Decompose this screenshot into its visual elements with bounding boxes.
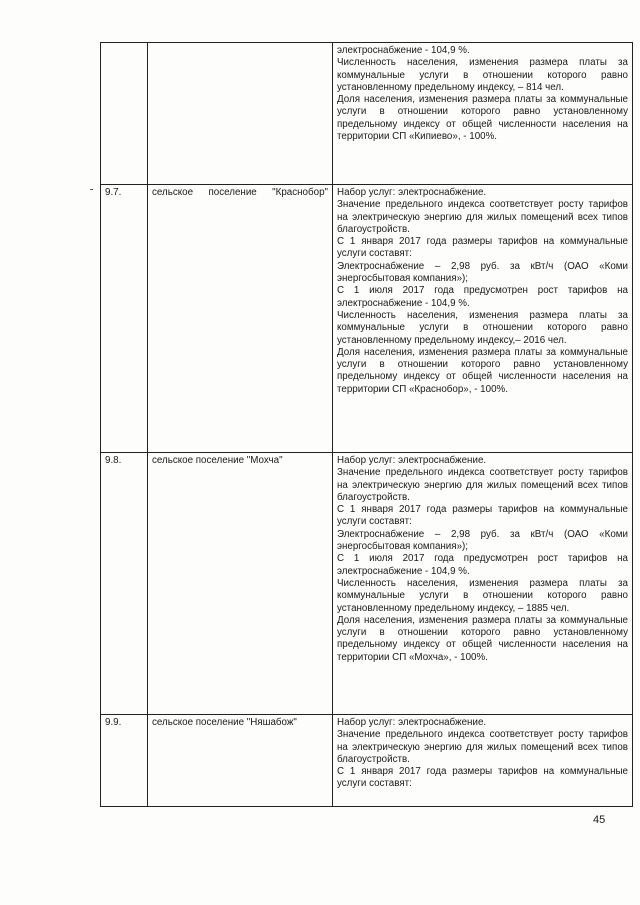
settlement-name: сельское поселение "Мохча": [152, 455, 283, 466]
row-number-cell: 9.9.: [101, 715, 148, 807]
paragraph: С 1 января 2017 года размеры тарифов на коммунальные услуги составят:: [337, 236, 628, 260]
settlement-name-cell: [148, 43, 333, 185]
description-cell: [333, 715, 633, 807]
paragraph: Набор услуг: электроснабжение.: [337, 187, 487, 198]
paragraph: Набор услуг: электроснабжение.: [337, 455, 487, 466]
settlement-name: сельское поселение "Краснобор": [152, 187, 328, 198]
paragraph: Электроснабжение – 2,98 руб. за кВт/ч (ОАО «Коми энергосбытовая компания»);: [337, 260, 628, 285]
description-cell: [333, 185, 633, 453]
paragraph: Численность населения, изменения размера платы за коммунальные услуги в отношении которого равно установленному предельному индексу, – 1885 чел.: [337, 577, 628, 614]
settlement-name-cell: [148, 715, 333, 807]
paragraph: электроснабжение - 104,9 %.: [337, 45, 470, 56]
paragraph: Значение предельного индекса соответствует росту тарифов на электрическую энергию для жилых помещений всех типов благоустройств.: [337, 199, 628, 235]
paragraph: Значение предельного индекса соответствует росту тарифов на электрическую энергию для жилых помещений всех типов благоустройств.: [337, 729, 628, 765]
paragraph: Доля населения, изменения размера платы за коммунальные услуги в отношении которого равно установленному предельному индексу от общей численности населения на территории СП «Кипиево», - 100%.: [337, 94, 628, 143]
paragraph: Набор услуг: электроснабжение.: [337, 717, 487, 728]
table-row: [101, 185, 633, 453]
paragraph: С 1 июля 2017 года предусмотрен рост тарифов на электроснабжение - 104,9 %.: [337, 553, 628, 577]
description-cell: [333, 453, 633, 715]
row-number-cell: 9.7.: [101, 185, 148, 453]
table-row: [101, 453, 633, 715]
settlement-name-cell: [148, 185, 333, 453]
page-number: 45: [593, 814, 606, 826]
settlement-name-cell: [148, 453, 333, 715]
table-row: [101, 43, 633, 185]
row-number-cell: [101, 43, 148, 185]
paragraph: Электроснабжение – 2,98 руб. за кВт/ч (ОАО «Коми энергосбытовая компания»);: [337, 528, 628, 553]
description-cell: [333, 43, 633, 185]
paragraph: Численность населения, изменения размера платы за коммунальные услуги в отношении которого равно установленному предельному индексу, – 814 чел.: [337, 57, 628, 93]
row-number-cell: 9.8.: [101, 453, 148, 715]
paragraph: Доля населения, изменения размера платы за коммунальные услуги в отношении которого равно установленному предельному индексу от общей численности населения на территории СП «Мохча», - 100%.: [337, 614, 628, 663]
paragraph: С 1 июля 2017 года предусмотрен рост тарифов на электроснабжение - 104,9 %.: [337, 285, 628, 309]
paragraph: С 1 января 2017 года размеры тарифов на коммунальные услуги составят:: [337, 766, 628, 790]
paragraph: С 1 января 2017 года размеры тарифов на коммунальные услуги составят:: [337, 504, 628, 528]
paragraph: Доля населения, изменения размера платы за коммунальные услуги в отношении которого равно установленному предельному индексу от общей численности населения на территории СП «Краснобор», - 100%.: [337, 346, 628, 395]
table-row: [101, 715, 633, 807]
tariff-table: [100, 42, 633, 807]
paragraph: Численность населения, изменения размера платы за коммунальные услуги в отношении которого равно установленному предельному индексу,– 2016 чел.: [337, 309, 628, 346]
paragraph: Значение предельного индекса соответствует росту тарифов на электрическую энергию для жилых помещений всех типов благоустройств.: [337, 467, 628, 503]
scan-mark: [90, 189, 93, 190]
settlement-name: сельское поселение "Няшабож": [152, 717, 297, 728]
